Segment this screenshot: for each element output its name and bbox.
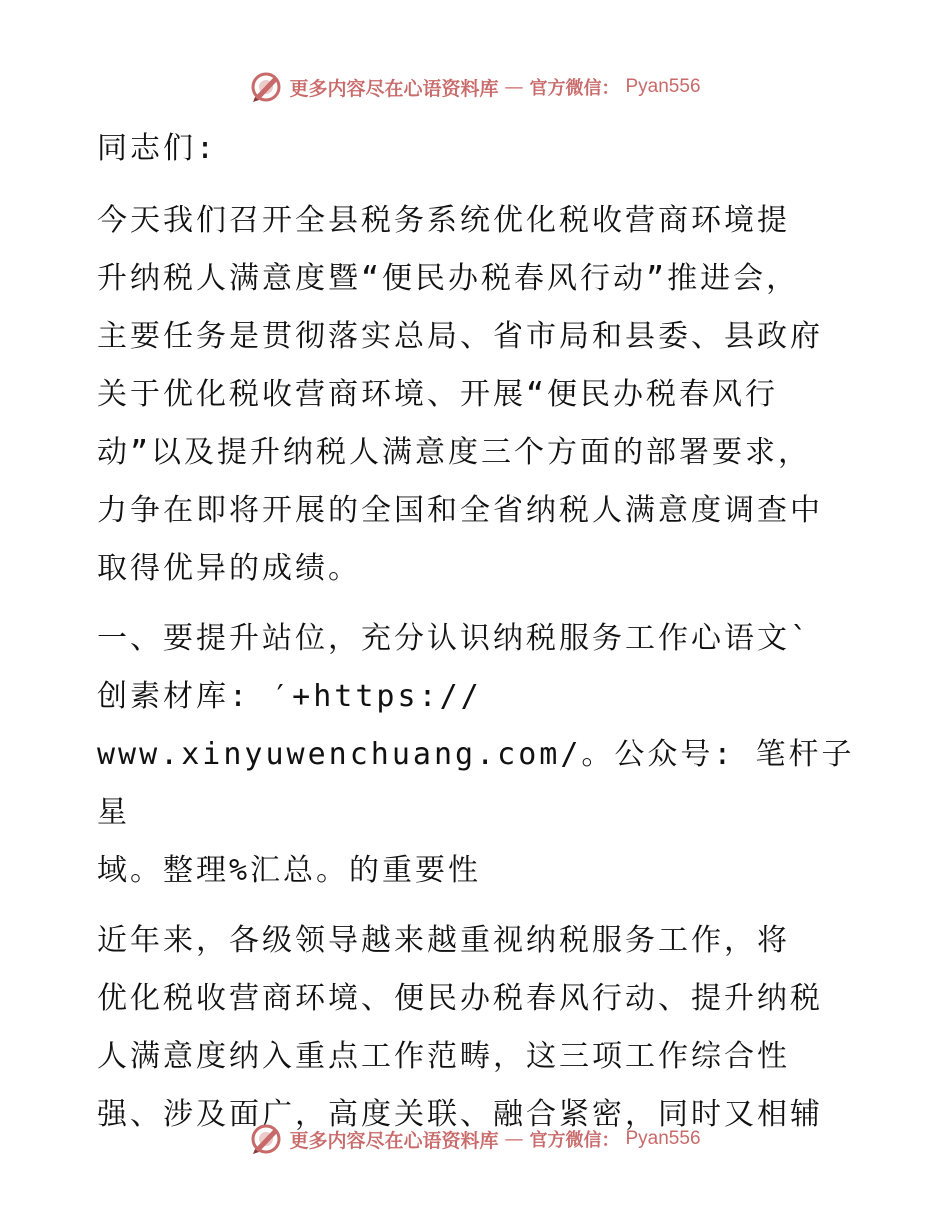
paragraph-recent-years: 近年来，各级领导越来越重视纳税服务工作，将 优化税收营商环境、便民办税春风行动、提升纳税 人满意度纳入重点工作范畴，这三项工作综合性 强、涉及面广，高度关联、融合紧密，同时又相辅 [97, 923, 823, 1132]
watermark-dash: — [504, 76, 524, 98]
watermark-brand-text: 更多内容尽在心语资料库 [289, 1129, 499, 1152]
watermark-account-id: Pyan556 [625, 76, 701, 97]
pen-circle-logo-icon [249, 1122, 283, 1156]
document-body [97, 120, 857, 1144]
watermark-dash: — [504, 1128, 524, 1150]
section-heading-1: 一、要提升站位，充分认识纳税服务工作心语文` 创素材库: ′+https:// www.xinyuwenchuang.com/。公众号: 笔杆子星 域。整理%汇总。的重要性 [97, 621, 855, 888]
pen-circle-logo-icon [249, 70, 283, 104]
watermark-brand-text: 更多内容尽在心语资料库 [289, 77, 499, 100]
paragraph-intro: 今天我们召开全县税务系统优化税收营商环境提 升纳税人满意度暨“便民办税春风行动”推进会， 主要任务是贯彻落实总局、省市局和县委、县政府 关于优化税收营商环境、开展“便民办税春风行 动”以及提升纳税人满意度三个方面的部署要求， 力争在即将开展的全国和全省纳税人满意度调查中 取得优异的成绩。 [97, 203, 823, 586]
greeting: 同志们: [97, 131, 218, 166]
watermark-official-label: 官方微信： [529, 78, 620, 99]
watermark-official-label: 官方微信： [529, 1130, 620, 1151]
header-watermark [0, 70, 950, 104]
footer-watermark [0, 1122, 950, 1156]
watermark-account-id: Pyan556 [625, 1128, 701, 1149]
